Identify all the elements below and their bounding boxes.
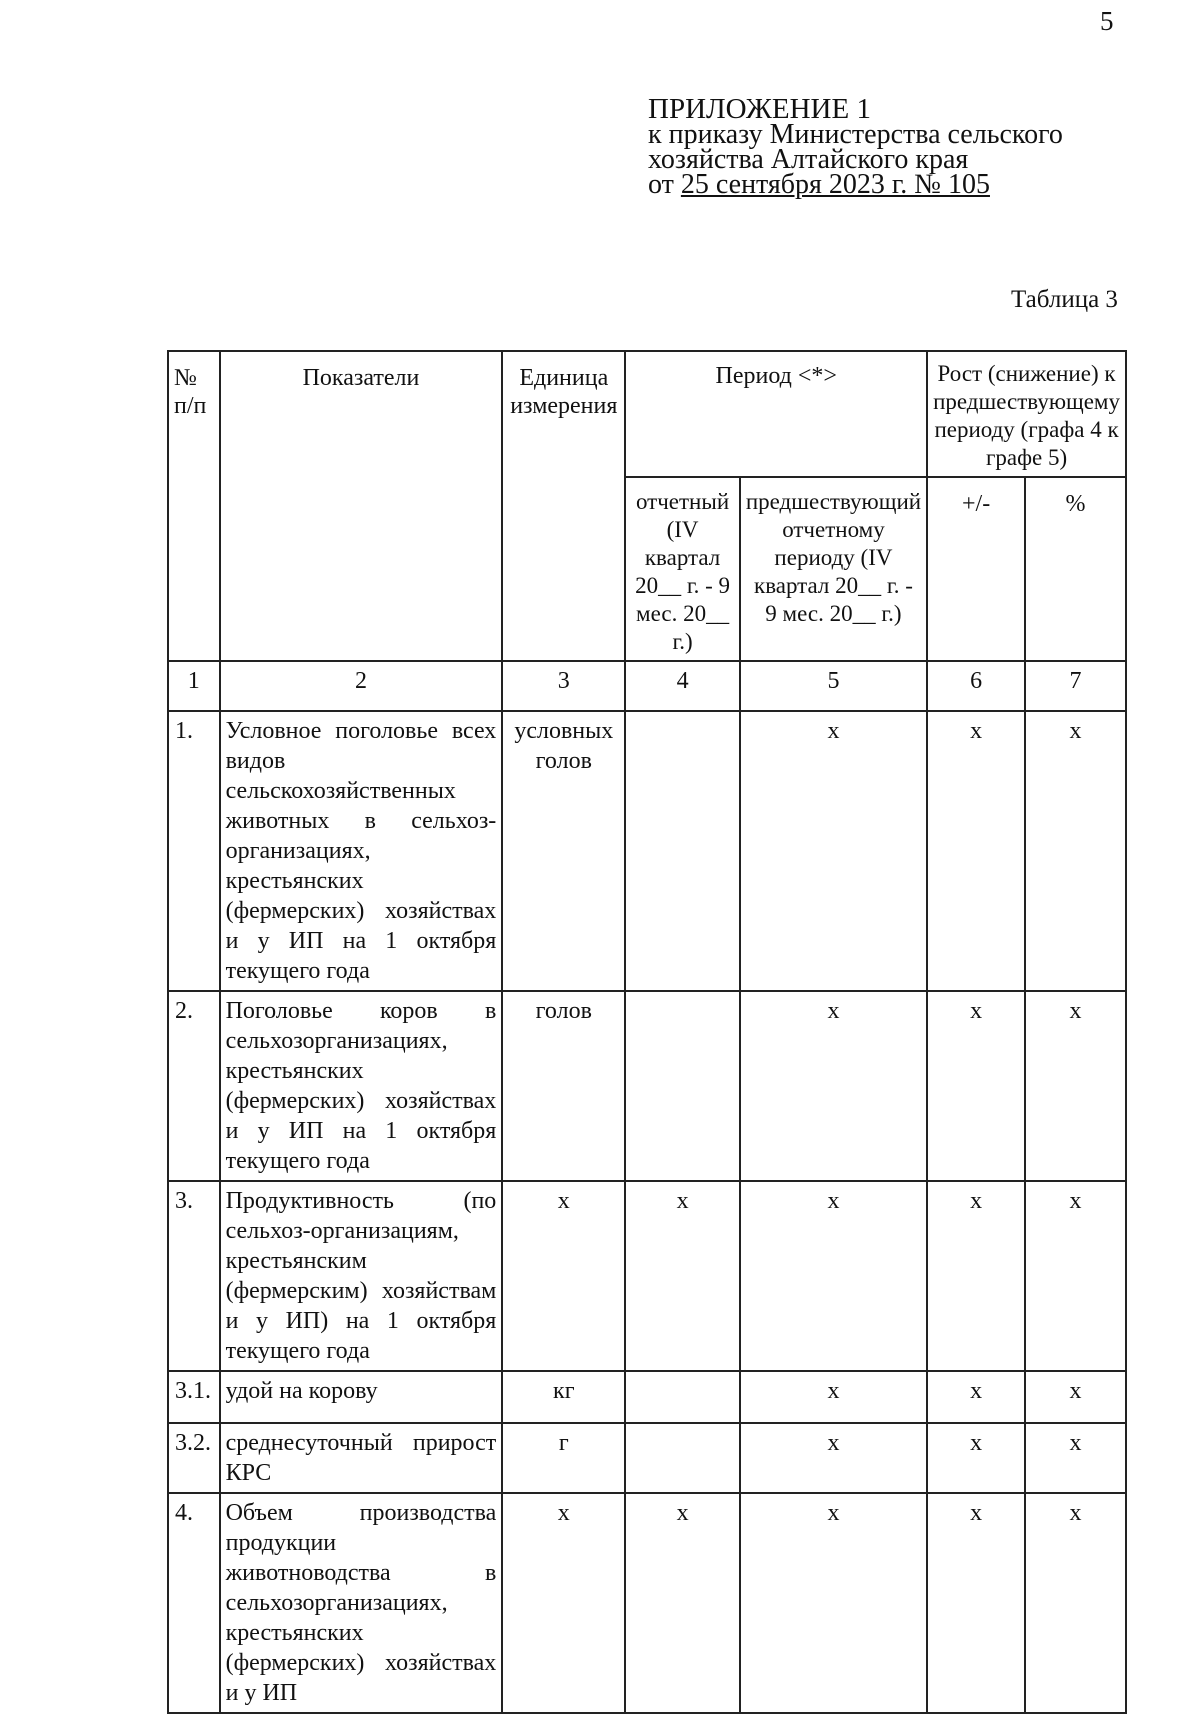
appendix-line-2: к приказу Министерства сельского bbox=[648, 119, 1063, 150]
row-number: 3.2. bbox=[168, 1423, 220, 1493]
row-plusminus-value: х bbox=[927, 1493, 1025, 1713]
table-row bbox=[168, 711, 1126, 991]
row-indicator: среднесуточный прирост КРС bbox=[220, 1423, 503, 1493]
row-percent-value: х bbox=[1025, 991, 1126, 1181]
column-number: 2 bbox=[220, 661, 503, 711]
row-indicator: Условное поголовье всех видов сельскохозяйственных животных в сельхоз-организациях, крестьянских (фермерских) хозяйствах и у ИП на 1 октября текущего года bbox=[220, 711, 503, 991]
column-number: 5 bbox=[740, 661, 927, 711]
header-col-indicators: Показатели bbox=[220, 351, 503, 661]
header-col-percent: % bbox=[1025, 477, 1126, 661]
appendix-date-number: 25 сентября 2023 г. № 105 bbox=[680, 169, 990, 200]
row-number: 4. bbox=[168, 1493, 220, 1713]
column-number: 3 bbox=[502, 661, 625, 711]
indicators-table bbox=[167, 350, 1127, 1714]
row-indicator: удой на корову bbox=[220, 1371, 503, 1423]
row-plusminus-value: х bbox=[927, 991, 1025, 1181]
row-unit: условных голов bbox=[502, 711, 625, 991]
row-reporting-value bbox=[625, 711, 740, 991]
row-plusminus-value: х bbox=[927, 1371, 1025, 1423]
row-reporting-value: х bbox=[625, 1493, 740, 1713]
header-col-growth: Рост (снижение) к предшествующему периоду (графа 4 к графе 5) bbox=[927, 351, 1126, 477]
table-header-row-1 bbox=[168, 351, 1126, 477]
header-col-reporting: отчетный (IV квартал 20__ г. - 9 мес. 20__ г.) bbox=[625, 477, 740, 661]
row-previous-value: х bbox=[740, 1493, 927, 1713]
appendix-header bbox=[648, 93, 1063, 200]
table-row bbox=[168, 991, 1126, 1181]
row-percent-value: х bbox=[1025, 1423, 1126, 1493]
row-number: 1. bbox=[168, 711, 220, 991]
row-number: 2. bbox=[168, 991, 220, 1181]
header-col-no: № п/п bbox=[168, 351, 220, 661]
appendix-line-3: хозяйства Алтайского края bbox=[648, 144, 969, 175]
table-row bbox=[168, 1493, 1126, 1713]
table-row bbox=[168, 1181, 1126, 1371]
row-indicator: Продуктивность (по сельхоз-организациям, крестьянским (фермерским) хозяйствам и у ИП) на 1 октября текущего года bbox=[220, 1181, 503, 1371]
row-percent-value: х bbox=[1025, 1493, 1126, 1713]
row-number: 3. bbox=[168, 1181, 220, 1371]
column-number: 6 bbox=[927, 661, 1025, 711]
column-number: 4 bbox=[625, 661, 740, 711]
row-previous-value: х bbox=[740, 711, 927, 991]
row-number: 3.1. bbox=[168, 1371, 220, 1423]
row-reporting-value bbox=[625, 1371, 740, 1423]
row-percent-value: х bbox=[1025, 1181, 1126, 1371]
header-col-unit: Единица измерения bbox=[502, 351, 625, 661]
row-reporting-value bbox=[625, 1423, 740, 1493]
row-indicator: Поголовье коров в сельхозорганизациях, крестьянских (фермерских) хозяйствах и у ИП на 1 октября текущего года bbox=[220, 991, 503, 1181]
column-numbers-row bbox=[168, 661, 1126, 711]
table-label: Таблица 3 bbox=[1011, 286, 1118, 313]
row-plusminus-value: х bbox=[927, 711, 1025, 991]
row-unit: х bbox=[502, 1181, 625, 1371]
appendix-date-prefix: от bbox=[648, 169, 674, 200]
header-col-plusminus: +/- bbox=[927, 477, 1025, 661]
row-previous-value: х bbox=[740, 991, 927, 1181]
page-number: 5 bbox=[1100, 6, 1114, 36]
row-percent-value: х bbox=[1025, 711, 1126, 991]
row-unit: г bbox=[502, 1423, 625, 1493]
header-col-previous: предшествующий отчетному периоду (IV квартал 20__ г. - 9 мес. 20__ г.) bbox=[740, 477, 927, 661]
row-unit: х bbox=[502, 1493, 625, 1713]
row-unit: голов bbox=[502, 991, 625, 1181]
row-reporting-value: х bbox=[625, 1181, 740, 1371]
row-previous-value: х bbox=[740, 1423, 927, 1493]
row-previous-value: х bbox=[740, 1371, 927, 1423]
column-number: 1 bbox=[168, 661, 220, 711]
header-col-period: Период <*> bbox=[625, 351, 927, 477]
column-number: 7 bbox=[1025, 661, 1126, 711]
row-percent-value: х bbox=[1025, 1371, 1126, 1423]
appendix-title: ПРИЛОЖЕНИЕ 1 bbox=[648, 93, 871, 125]
row-reporting-value bbox=[625, 991, 740, 1181]
row-plusminus-value: х bbox=[927, 1423, 1025, 1493]
table-row bbox=[168, 1423, 1126, 1493]
row-previous-value: х bbox=[740, 1181, 927, 1371]
table-row bbox=[168, 1371, 1126, 1423]
appendix-line-4 bbox=[648, 169, 1063, 200]
row-unit: кг bbox=[502, 1371, 625, 1423]
row-indicator: Объем производства продукции животноводства в сельхозорганизациях, крестьянских (фермерских) хозяйствах и у ИП bbox=[220, 1493, 503, 1713]
row-plusminus-value: х bbox=[927, 1181, 1025, 1371]
